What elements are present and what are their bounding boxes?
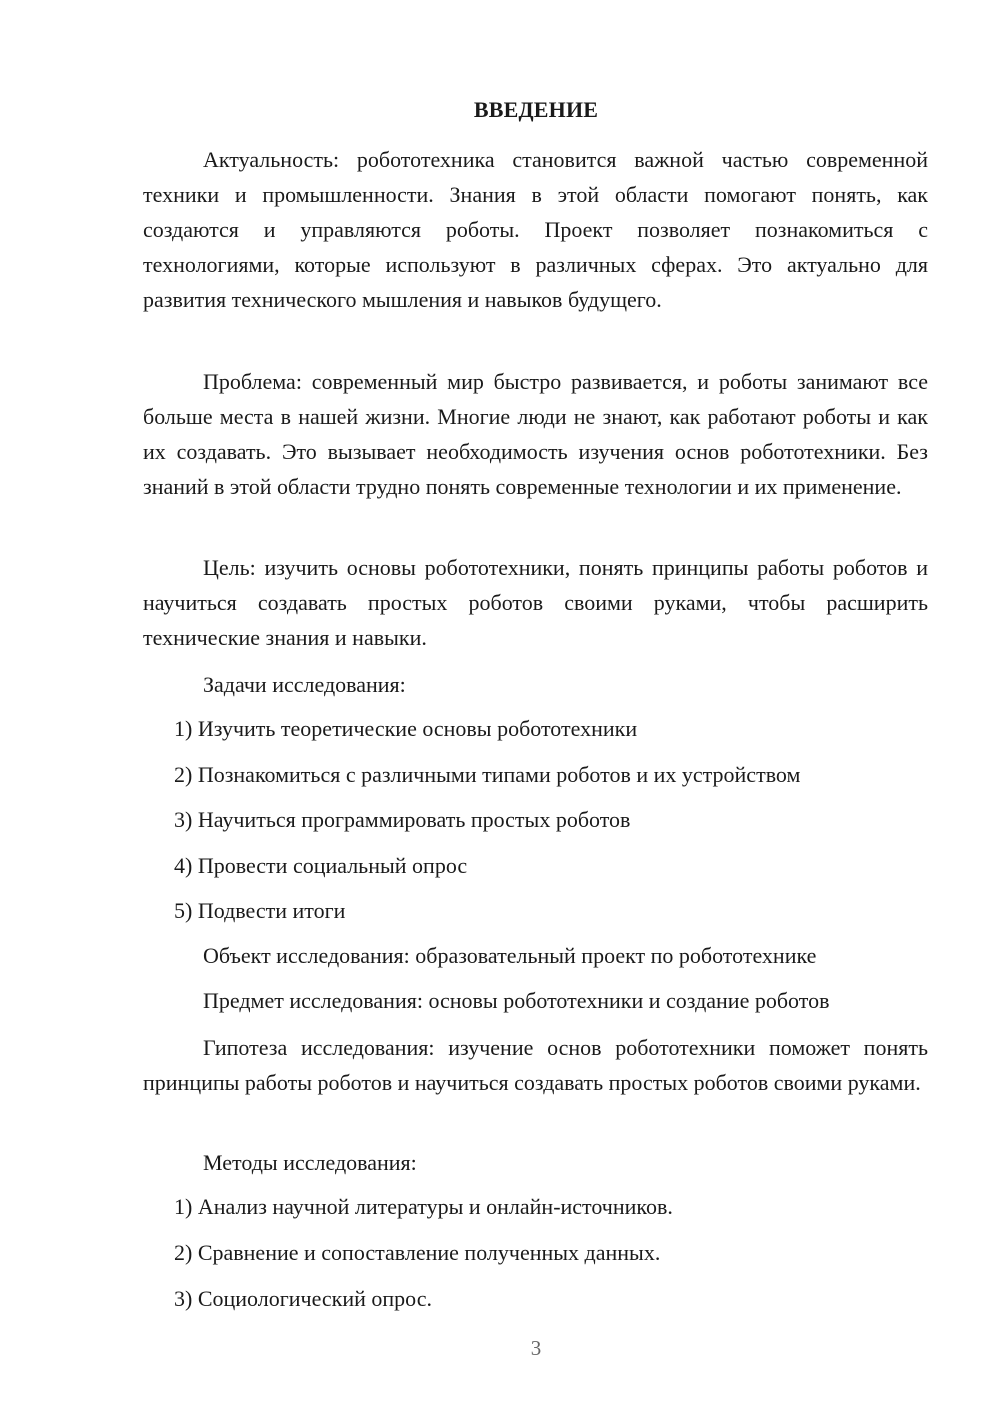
- method-item-3: 3) Социологический опрос.: [174, 1286, 432, 1311]
- task-item-5: 5) Подвести итоги: [174, 898, 346, 923]
- methods-heading: Методы исследования:: [203, 1150, 417, 1175]
- method-item-1: 1) Анализ научной литературы и онлайн-источников.: [174, 1194, 673, 1219]
- paragraph-goal: Цель: изучить основы робототехники, понять принципы работы роботов и научиться создавать простых роботов своими руками, чтобы расширить технические знания и навыки.: [143, 555, 928, 650]
- task-item-3: 3) Научиться программировать простых роботов: [174, 807, 631, 832]
- research-subject: Предмет исследования: основы робототехники и создание роботов: [203, 988, 830, 1013]
- method-item-2: 2) Сравнение и сопоставление полученных данных.: [174, 1240, 661, 1265]
- page-title: ВВЕДЕНИЕ: [473, 97, 599, 122]
- task-item-1: 1) Изучить теоретические основы робототехники: [174, 716, 638, 741]
- paragraph-hypothesis: Гипотеза исследования: изучение основ робототехники поможет понять принципы работы роботов и научиться создавать простых роботов своими руками.: [143, 1035, 928, 1095]
- tasks-heading: Задачи исследования:: [203, 672, 406, 697]
- paragraph-problem: Проблема: современный мир быстро развивается, и роботы занимают все больше места в нашей жизни. Многие люди не знают, как работают роботы и как их создавать. Это вызывает необходимость изучения основ робототехники. Без знаний в этой области трудно понять современные технологии и их применение.: [143, 369, 928, 499]
- task-item-2: 2) Познакомиться с различными типами роботов и их устройством: [174, 762, 801, 787]
- research-object: Объект исследования: образовательный проект по робототехнике: [203, 943, 817, 968]
- page-number: 3: [530, 1336, 542, 1360]
- paragraph-relevance: Актуальность: робототехника становится важной частью современной техники и промышленности. Знания в этой области помогают понять, как создаются и управляются роботы. Проект позволяет познакомиться с технологиями, которые используют в различных сферах. Это актуально для развития технического мышления и навыков будущего.: [143, 147, 928, 312]
- task-item-4: 4) Провести социальный опрос: [174, 853, 468, 878]
